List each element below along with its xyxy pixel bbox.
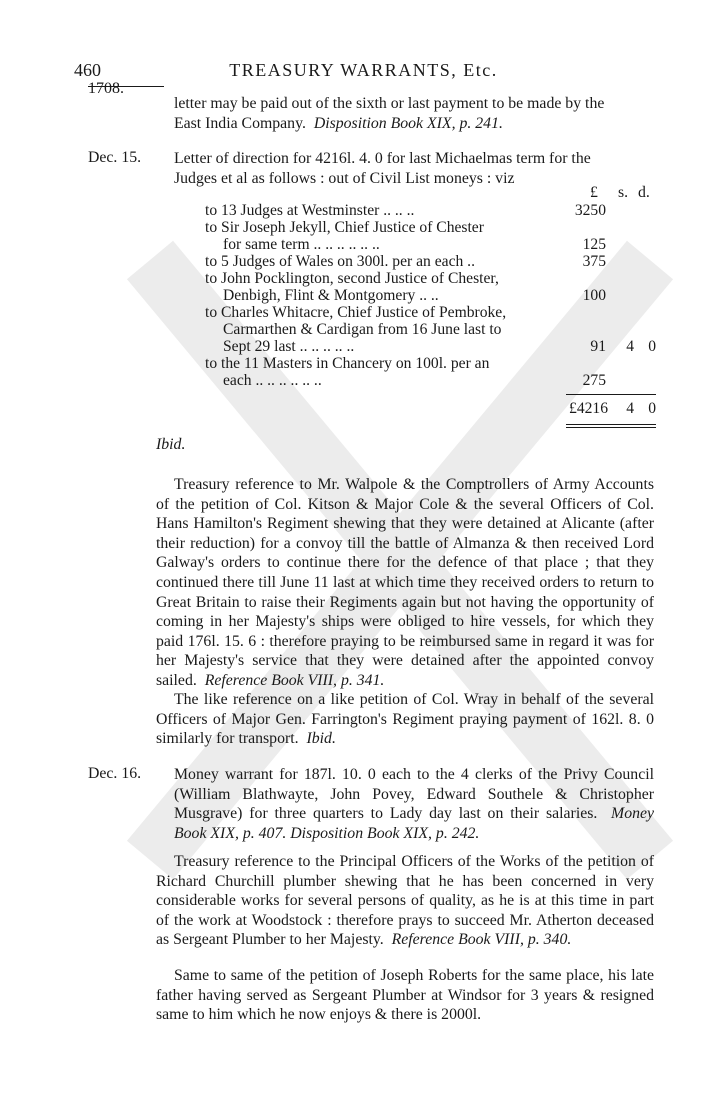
- entry-dec15: [174, 149, 654, 188]
- entry-line: Judges et al as follows : out of Civil List moneys : viz: [174, 169, 515, 187]
- entry-ref-roberts: [156, 966, 654, 1025]
- col-header-pounds: £: [590, 184, 598, 201]
- entry-ref-wray: [156, 690, 654, 749]
- entry-text: The like reference on a like petition of Col. Wray in behalf of the several Officers of Major Gen. Farrington's Regiment praying payment of 162l. 8. 0 similarly for transport.: [156, 691, 654, 748]
- amount-pounds: 375: [582, 253, 606, 270]
- entry-ref-churchill: [156, 852, 654, 950]
- amount-pounds: 91: [590, 338, 606, 355]
- col-header-shillings: s.: [618, 184, 629, 201]
- col-header-pence: d.: [638, 184, 650, 201]
- entry-line: East India Company.: [174, 114, 306, 132]
- entry-date: Dec. 15.: [88, 149, 142, 166]
- entry-source: Ibid.: [306, 730, 336, 748]
- total-double-rule: [566, 427, 656, 428]
- entry-text: Treasury reference to the Principal Officers of the Works of the petition of Richard Churchill plumber shewing that he has been concerned in very considerable works for several persons of quality, as he is at this time in part of the work at Woodstock : therefore prays to succeed Mr. Atherton deceased as Sergeant Plumber to her Majesty.: [156, 853, 654, 949]
- entry-intro: [174, 94, 654, 133]
- total-shillings: 4: [626, 400, 634, 417]
- amount-shillings: 4: [626, 338, 634, 355]
- entry-text: Treasury reference to Mr. Walpole & the Comptrollers of Army Accounts of the petition of Col. Kitson & Major Cole & the several Officers of Col. Hans Hamilton's Regiment shewing that they were detained at Alicante (after their reduction) for a convoy till the battle of Almanza & then received Lord Galway's orders to continue there for the defence of that place ; that they continued there till June 11 last at which time they received orders to return to Great Britain to raise their Regiments again but not having the opportunity of coming in her Majesty's ships were obliged to hire vessels, for which they paid 176l. 15. 6 : therefore praying to be reimbursed same in regard it was for her Majesty's service that they were detained after the appointed convoy sailed.: [156, 476, 654, 689]
- year-rule: [88, 86, 164, 87]
- entry-dec16: [174, 765, 654, 843]
- payment-item: to the 11 Masters in Chancery on 100l. per an each .. .. .. .. .. ..: [205, 355, 490, 389]
- running-title: TREASURY WARRANTS, Etc.: [229, 60, 498, 80]
- total-double-rule: [566, 424, 656, 425]
- payment-item: to Charles Whitacre, Chief Justice of Pembroke, Carmarthen & Cardigan from 16 June last to Sept 29 last .. .. .. .. ..: [205, 304, 507, 355]
- entry-text: Money warrant for 187l. 10. 0 each to the 4 clerks of the Privy Council (William Blathwayte, John Povey, Edward Southele & Christopher Musgrave) for three quarters to Lady day last on their salaries.: [174, 766, 654, 823]
- entry-text: Same to same of the petition of Joseph Roberts for the same place, his late father having served as Sergeant Plumber at Windsor for 3 years & resigned same to him which he now enjoys & there is 2000l.: [156, 967, 654, 1024]
- payment-item: to 5 Judges of Wales on 300l. per an each ..: [205, 253, 475, 270]
- entry-source: Reference Book VIII, p. 341.: [204, 671, 385, 689]
- amount-pounds: 275: [582, 372, 606, 389]
- entry-date: Dec. 16.: [88, 765, 142, 782]
- ibid-note: Ibid.: [156, 436, 186, 453]
- entry-line: Letter of direction for 4216l. 4. 0 for last Michaelmas term for the: [174, 150, 591, 167]
- entry-source: Disposition Book XIX, p. 241.: [313, 114, 503, 132]
- entry-source: Money Book XIX, p. 407. Disposition Book XIX, p. 242.: [174, 805, 655, 842]
- payment-item: to Sir Joseph Jekyll, Chief Justice of Chester for same term .. .. .. .. .. ..: [205, 219, 484, 253]
- amount-pounds: 125: [582, 236, 606, 253]
- amount-pence: 0: [648, 338, 656, 355]
- payment-item: to John Pocklington, second Justice of Chester, Denbigh, Flint & Montgomery .. ..: [205, 270, 499, 304]
- entry-source: Reference Book VIII, p. 340.: [391, 931, 572, 949]
- year-label: 1708.: [88, 80, 124, 97]
- entry-line: letter may be paid out of the sixth or last payment to be made by the: [174, 95, 605, 112]
- amount-pounds: 3250: [574, 202, 606, 219]
- total-pence: 0: [648, 400, 656, 417]
- entry-ref-kitson: [156, 475, 654, 691]
- total-pounds: £4216: [569, 400, 608, 417]
- payment-item: to 13 Judges at Westminster .. .. ..: [205, 202, 415, 219]
- amount-pounds: 100: [582, 287, 606, 304]
- total-rule: [566, 394, 656, 395]
- page-number: 460: [74, 60, 101, 80]
